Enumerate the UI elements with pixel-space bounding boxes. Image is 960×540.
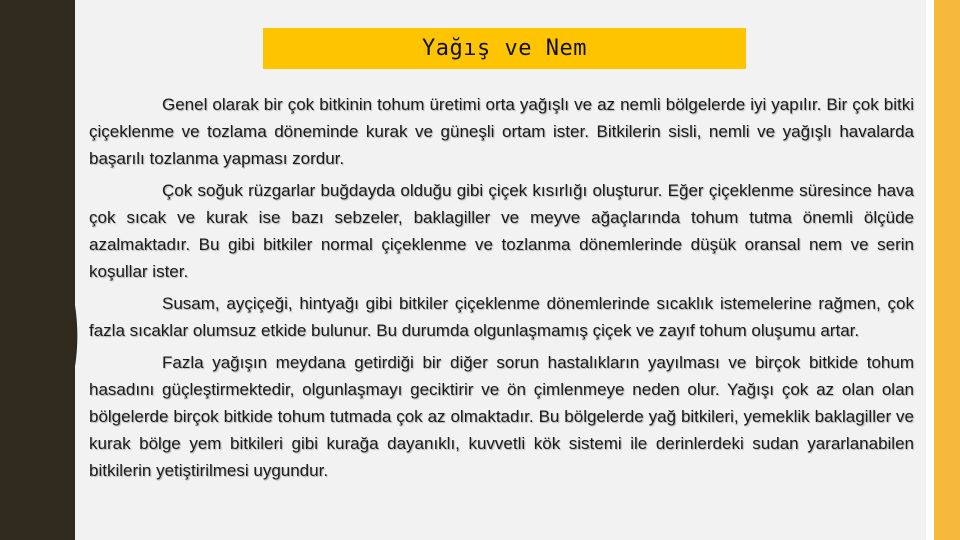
paragraph-4: Fazla yağışın meydana getirdiği bir diğer sorun hastalıkların yayılması ve birçok bitkide tohum hasadını güçleştirmektedir, olgunlaşmayı geciktirir ve ön çimlenmeye neden olur. Yağışı çok az olan olan bölgelerde birçok bitkide tohum tutmada çok az olmaktadır. Bu bölgelerde yağ bitkileri, yemeklik baklagiller ve kurak bölge yem bitkileri gibi kurağa dayanıklı, kuvvetli kök sistemi ile derinlerdeki sudan yararlanabilen bitkilerin yetiştirilmesi uygundur. (89, 353, 914, 480)
right-divider-line (926, 0, 934, 540)
left-wave-edge (0, 0, 80, 540)
slide-title-box (263, 28, 746, 69)
paragraph-1: Genel olarak bir çok bitkinin tohum üretimi orta yağışlı ve az nemli bölgelerde iyi yapılır. Bir çok bitki çiçeklenme ve tozlama döneminde kurak ve güneşli ortam ister. Bitkilerin sisli, nemli ve yağışlı havalarda başarılı tozlanma yapması zordur. (89, 95, 914, 168)
paragraph-3: Susam, ayçiçeği, hintyağı gibi bitkiler çiçeklenme dönemlerinde sıcaklık istemelerine rağmen, çok fazla sıcaklar olumsuz etkide bulunur. Bu durumda olgunlaşmamış çiçek ve zayıf tohum oluşumu artar. (89, 294, 914, 340)
slide-title: Yağış ve Nem (422, 36, 587, 61)
slide-body (89, 91, 914, 489)
right-decorative-stripe (934, 0, 960, 540)
paragraph-2: Çok soğuk rüzgarlar buğdayda olduğu gibi çiçek kısırlığı oluşturur. Eğer çiçeklenme süresince hava çok sıcak ve kurak ise bazı sebzeler, baklagiller ve meyve ağaçlarında tohum tutma önemli ölçüde azalmaktadır. Bu gibi bitkiler normal çiçeklenme ve tozlanma dönemlerinde düşük oransal nem ve serin koşullar ister. (89, 181, 914, 281)
